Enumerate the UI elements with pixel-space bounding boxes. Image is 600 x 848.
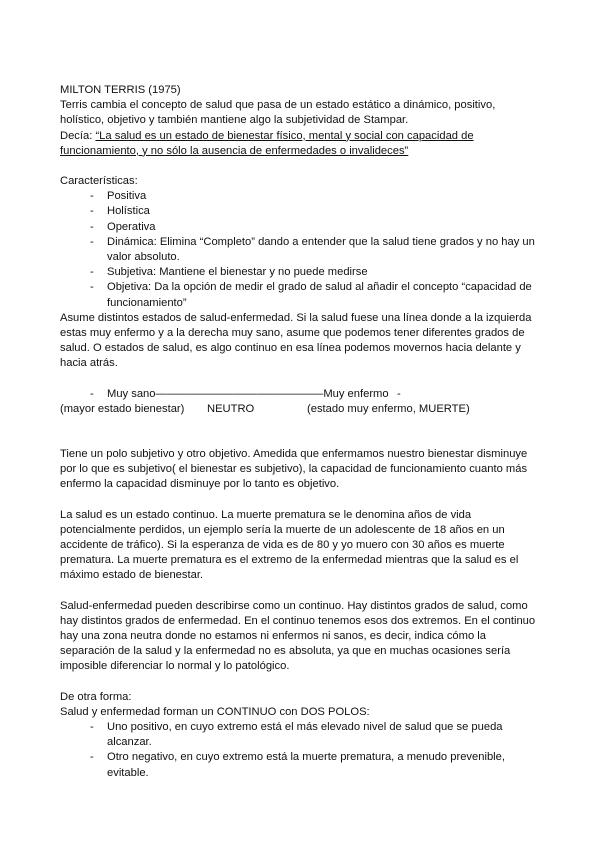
scale-dash-left: - bbox=[90, 387, 94, 400]
list-item: - Subjetiva: Mantiene el bienestar y no puede medirse bbox=[60, 265, 540, 280]
quote-paragraph bbox=[60, 129, 540, 159]
characteristics-title: Características: bbox=[60, 175, 138, 188]
health-scale-labels bbox=[60, 402, 540, 417]
scale-right-label: (estado muy enfermo, MUERTE) bbox=[307, 402, 470, 415]
scale-middle-label: NEUTRO bbox=[207, 402, 255, 415]
list-item: - Holística bbox=[60, 204, 540, 219]
scale-left-label: (mayor estado bienestar) bbox=[60, 402, 185, 415]
intro-paragraph: Terris cambia el concepto de salud que pasa de un estado estático a dinámico, positivo, holístico, objetivo y también mantiene algo la subjetividad de Stampar. bbox=[60, 99, 496, 127]
scale-dash-right: - bbox=[397, 387, 401, 400]
paragraph: Salud-enfermedad pueden describirse como un continuo. Hay distintos grados de salud, como hay distintos grados de enfermedad. En el continuo tenemos esos dos extremos. En el continuo hay una zona neutra donde no estamos ni enfermos ni sanos, es decir, indica cómo la separación de la salud y la enfermedad no es absoluta, ya que en muchas ocasiones sería imposible diferenciar lo normal y lo patológico. bbox=[60, 599, 536, 673]
document-page bbox=[60, 83, 540, 781]
list-item: - Uno positivo, en cuyo extremo está el más elevado nivel de salud que se pueda alcanzar. bbox=[60, 720, 540, 750]
characteristics-list bbox=[60, 189, 540, 311]
other-form-subtitle: Salud y enfermedad forman un CONTINUO con DOS POLOS: bbox=[60, 705, 370, 718]
list-item: - Dinámica: Elimina “Completo” dando a entender que la salud tiene grados y no hay un valor absoluto. bbox=[60, 235, 540, 265]
list-item: - Positiva bbox=[60, 189, 540, 204]
scale-line-text: Muy sano———————————————Muy enfermo bbox=[107, 387, 389, 400]
quote-lead: Decía: bbox=[60, 129, 96, 142]
health-definition-quote: “La salud es un estado de bienestar físico, mental y social con capacidad de funcionamiento, y no sólo la ausencia de enfermedades o invalideces” bbox=[60, 129, 474, 157]
health-scale-line bbox=[60, 387, 540, 402]
list-item: - Operativa bbox=[60, 220, 540, 235]
other-form-title: De otra forma: bbox=[60, 690, 132, 703]
continuum-paragraph: Asume distintos estados de salud-enfermedad. Si la salud fuese una línea donde a la izquierda estas muy enfermo y a la derecha muy sano, asume que podemos tener diferentes grados de salud. O estados de salud, es algo continuo en esa línea podemos movernos hacia delante y hacia atrás. bbox=[60, 311, 532, 370]
list-item: - Otro negativo, en cuyo extremo está la muerte prematura, a menudo prevenible, evitable. bbox=[60, 750, 540, 780]
paragraph: La salud es un estado continuo. La muerte prematura se le denomina años de vida potencialmente perdidos, un ejemplo sería la muerte de un adolescente de 18 años en un accidente de tráfico). Si la esperanza de vida es de 80 y yo muero con 30 años es muerte prematura. La muerte prematura es el extremo de la enfermedad mientras que la salud es el máximo estado de bienestar. bbox=[60, 508, 519, 582]
list-item: - Objetiva: Da la opción de medir el grado de salud al añadir el concepto “capacidad de funcionamiento” bbox=[60, 280, 540, 310]
poles-list bbox=[60, 720, 540, 781]
paragraph: Tiene un polo subjetivo y otro objetivo. Amedida que enfermamos nuestro bienestar disminuye por lo que es subjetivo( el bienestar es subjetivo), la capacidad de funcionamiento cuanto más enfermo la capacidad disminuye por lo tanto es objetivo. bbox=[60, 448, 528, 491]
section-heading: MILTON TERRIS (1975) bbox=[60, 84, 181, 96]
